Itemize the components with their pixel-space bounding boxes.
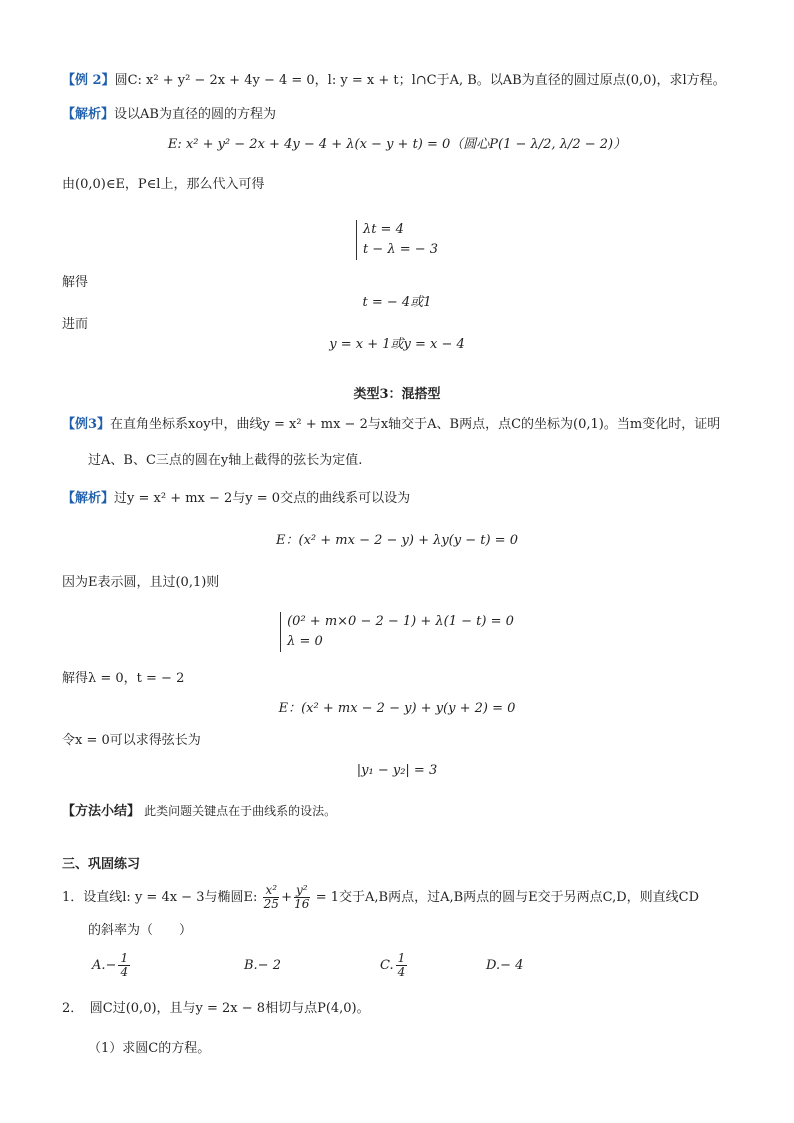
solution-3-tag: 【解析】 — [62, 491, 115, 506]
then-label: 进而 — [62, 317, 89, 332]
question-2: 2． 圆C过(0,0)，且与y = 2x − 8相切与点P(4,0)。 — [62, 1001, 370, 1016]
method-summary-tag: 【方法小结】 — [62, 804, 141, 819]
solution-3-text: 过y = x² + mx − 2与y = 0交点的曲线系可以设为 — [114, 491, 411, 506]
solve-result: t = − 4或1 — [362, 295, 432, 310]
q1-text-a: 1．设直线l: y = 4x − 3与椭圆E: — [62, 890, 258, 905]
example-2 — [62, 72, 726, 90]
solution-2-equation: E: x² + y² − 2x + 4y − 4 + λ(x − y + t) = 0（圆心P(1 − λ/2, λ/2 − 2)） — [167, 137, 627, 152]
solution-3-system — [0, 612, 794, 652]
solution-2-substitute: 由(0,0)∈E，P∈l上，那么代入可得 — [62, 177, 265, 192]
solution-2-system — [0, 220, 794, 260]
q1-text-b: = 1交于A,B两点，过A,B两点的圆与E交于另两点C,D，则直线CD — [315, 890, 700, 905]
option-a[interactable]: A.− $\frac{1}{4}$ — [92, 951, 129, 979]
q1-fraction-y: $\frac{\text{y²}}{16}$ — [294, 883, 310, 911]
then-result: y = x + 1或y = x − 4 — [329, 337, 465, 352]
system2-line-2: λ = 0 — [287, 634, 323, 649]
solution-2-intro — [62, 106, 276, 124]
question-1-line-1 — [62, 884, 699, 912]
equation-system — [356, 220, 438, 260]
solution-2-text: 设以AB为直径的圆的方程为 — [114, 107, 276, 122]
option-c-fraction: $\frac{1}{4}$ — [397, 951, 406, 979]
question-2-part-1: （1）求圆C的方程。 — [88, 1041, 211, 1056]
method-summary — [62, 802, 336, 821]
example-3-line-2: 过A、B、C三点的圆在y轴上截得的弦长为定值. — [88, 453, 363, 468]
solution-3-condition: 因为E表示圆，且过(0,1)则 — [62, 575, 220, 590]
question-1-line-2: 的斜率为（ ） — [88, 923, 193, 938]
system-line-2: t − λ = − 3 — [362, 242, 439, 257]
solve-label: 解得 — [62, 275, 89, 290]
solution-3-equation-2: E：(x² + mx − 2 − y) + y(y + 2) = 0 — [278, 701, 516, 716]
q1-fraction-x: $\frac{\text{x²}}{25}$ — [263, 883, 279, 911]
type-3-heading: 类型3：混搭型 — [353, 387, 441, 402]
option-d[interactable]: D.− 4 — [486, 958, 524, 973]
example-2-text: 圆C: x² + y² − 2x + 4y − 4 = 0，l: y = x + t；l∩C于A, B。以AB为直径的圆过原点(0,0)，求l方程。 — [114, 73, 726, 88]
solution-3-intro — [62, 490, 410, 508]
method-summary-text: 此类问题关键点在于曲线系的设法。 — [144, 804, 337, 818]
solution-3-solve: 解得λ = 0，t = − 2 — [62, 671, 185, 686]
example-3-line-1 — [62, 416, 720, 434]
equation-system-2 — [280, 612, 514, 652]
solution-3-equation-1: E：(x² + mx − 2 − y) + λy(y − t) = 0 — [276, 533, 518, 548]
section-3-heading: 三、巩固练习 — [62, 857, 141, 872]
solution-2-tag: 【解析】 — [62, 107, 115, 122]
system-line-1: λt = 4 — [362, 222, 404, 237]
example-3-tag: 【例3】 — [62, 417, 111, 432]
option-a-fraction: $\frac{1}{4}$ — [120, 951, 129, 979]
option-c[interactable]: C. $\frac{1}{4}$ — [380, 951, 406, 979]
solution-3-chord-intro: 令x = 0可以求得弦长为 — [62, 733, 201, 748]
option-b[interactable]: B.− 2 — [244, 958, 281, 973]
solution-3-result: |y₁ − y₂| = 3 — [356, 763, 438, 778]
q1-plus: + — [281, 890, 292, 905]
system2-line-1: (0² + m×0 − 2 − 1) + λ(1 − t) = 0 — [287, 614, 514, 629]
example-3-text-1: 在直角坐标系xoy中，曲线y = x² + mx − 2与x轴交于A、B两点，点C的坐标为(0,1)。当m变化时，证明 — [110, 417, 721, 432]
example-2-tag: 【例 2】 — [62, 73, 115, 88]
